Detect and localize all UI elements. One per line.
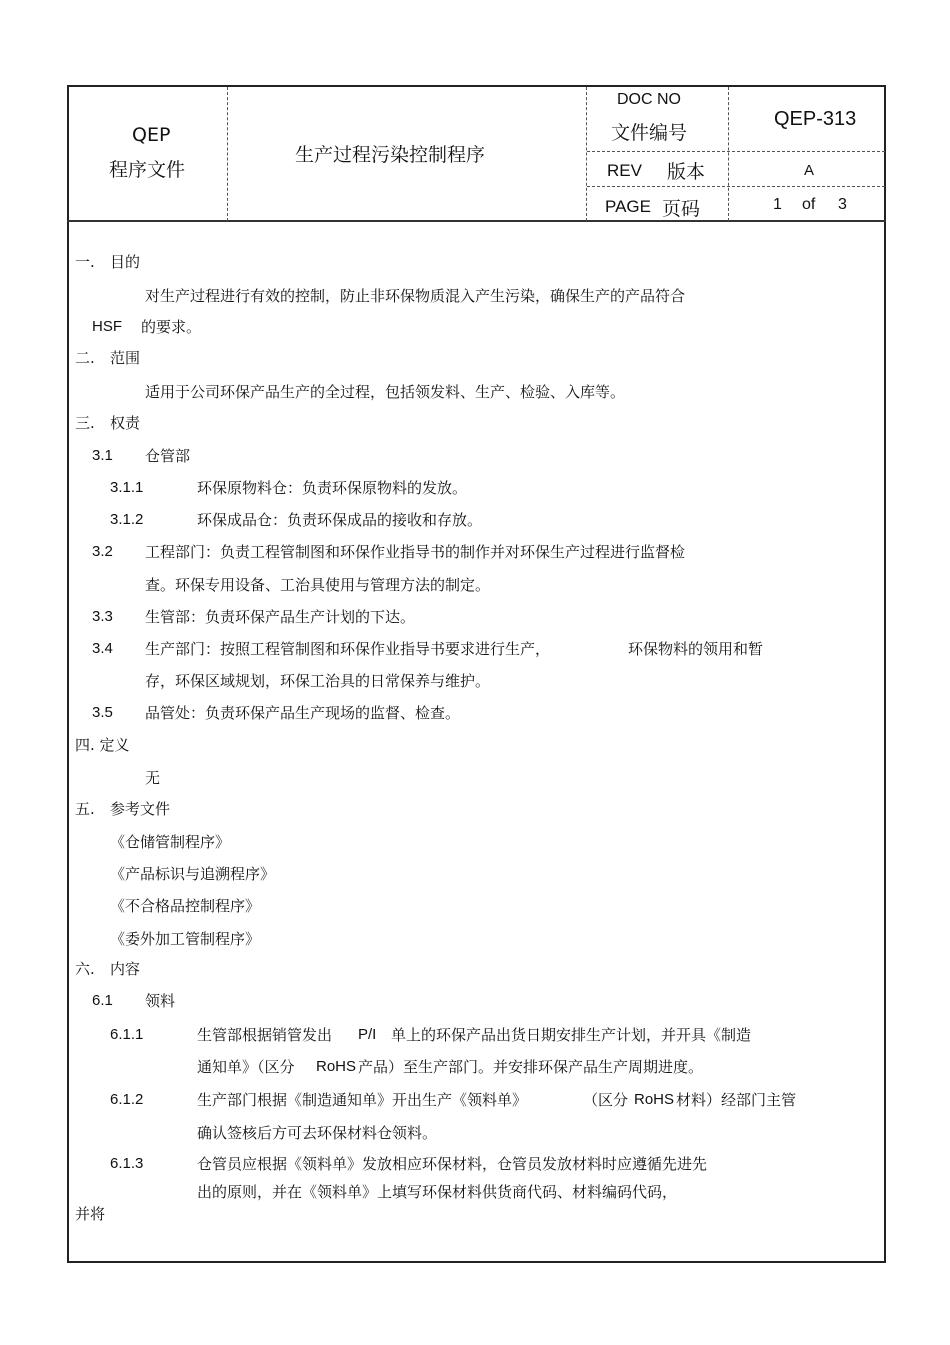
reference-item-4: 《委外加工管制程序》 [110,930,261,948]
item-3-3-text: 生管部：负责环保产品生产计划的下达。 [145,608,416,626]
section-6-title: 内容 [110,960,141,978]
item-3-1-2-number: 3.1.2 [110,511,144,528]
item-6-1-2-text-1b: （区分 [583,1091,629,1109]
header-row-line-1 [587,151,885,152]
item-3-4-text-line-1b: 环保物料的领用和暂 [628,640,764,658]
item-6-1-3-text-1: 仓管员应根据《领料单》发放相应环保材料，仓管员发放材料时应遵循先进先 [197,1155,708,1173]
rohs-term-1: RoHS [316,1058,357,1075]
page-label-en: PAGE [605,197,651,216]
page-title: 生产过程污染控制程序 [295,144,486,166]
header-divider-3 [728,87,729,221]
item-6-1-2-number: 6.1.2 [110,1091,144,1108]
company-name: QEP [132,124,171,146]
section-6-number: 六. [75,960,95,978]
item-3-4-number: 3.4 [92,640,113,657]
item-6-1-2-text-1d: 材料）经部门主管 [676,1091,797,1109]
section-1-paragraph-line-1: 对生产过程进行有效的控制，防止非环保物质混入产生污染，确保生产的产品符合 [145,287,686,305]
doc-no-label-en: DOC NO [617,91,681,108]
item-3-4-text-line-1a: 生产部门：按照工程管制图和环保作业指导书要求进行生产， [145,640,551,658]
reference-item-1: 《仓储管制程序》 [110,833,231,851]
reference-item-3: 《不合格品控制程序》 [110,897,261,915]
item-3-1-1-number: 3.1.1 [110,479,144,496]
section-2-paragraph: 适用于公司环保产品生产的全过程，包括领发料、生产、检验、入库等。 [145,383,626,401]
page-label-cn: 页码 [662,198,701,220]
rev-label-cn: 版本 [667,161,706,183]
page-of: of [802,196,816,213]
header-row-line-2 [587,186,885,187]
rohs-term-2: RoHS [634,1091,675,1108]
item-6-1-2-text-2: 确认签核后方可去环保材料仓领料。 [197,1124,438,1142]
section-1-title: 目的 [110,253,141,271]
section-4-title: 四. 定义 [75,736,130,754]
item-6-1-3-number: 6.1.3 [110,1155,144,1172]
item-6-1-text: 领料 [145,992,176,1010]
doc-type: 程序文件 [109,159,186,181]
header-bottom-rule [67,220,886,222]
item-6-1-3-text-2: 出的原则，并在《领料单》上填写环保材料供货商代码、材料编码代码， [197,1183,678,1201]
pi-term: P/I [358,1026,377,1043]
section-1-paragraph-line-2: 的要求。 [141,318,202,336]
section-4-paragraph: 无 [145,769,161,787]
page-current: 1 [773,196,782,213]
section-5-title: 参考文件 [110,800,171,818]
doc-no-label-cn: 文件编号 [611,122,688,144]
section-1-number: 一. [75,253,95,271]
page-total: 3 [838,196,847,213]
item-3-3-number: 3.3 [92,608,113,625]
reference-item-2: 《产品标识与追溯程序》 [110,865,276,883]
section-3-number: 三. [75,414,95,432]
header-divider-2 [586,87,587,221]
item-3-5-text: 品管处：负责环保产品生产现场的监督、检查。 [145,704,461,722]
item-6-1-1-number: 6.1.1 [110,1026,144,1043]
item-3-2-text-line-2: 查。环保专用设备、工治具使用与管理方法的制定。 [145,576,491,594]
section-2-title: 范围 [110,349,141,367]
item-6-1-number: 6.1 [92,992,113,1009]
item-6-1-2-text-1a: 生产部门根据《制造通知单》开出生产《领料单》 [197,1091,528,1109]
item-6-1-1-text-2a: 通知单》（区分 [197,1058,295,1076]
item-6-1-3-text-3: 并将 [75,1205,106,1223]
section-3-title: 权责 [110,414,141,432]
item-3-5-number: 3.5 [92,704,113,721]
header-divider-1 [227,87,228,221]
item-6-1-1-text-1c: 单上的环保产品出货日期安排生产计划，并开具《制造 [391,1026,752,1044]
rev-value: A [804,162,815,179]
item-3-1-text: 仓管部 [145,447,191,465]
section-5-number: 五. [75,800,95,818]
rev-label-en: REV [607,161,642,180]
item-6-1-1-text-2c: 产品）至生产部门。并安排环保产品生产周期进度。 [358,1058,704,1076]
item-3-1-number: 3.1 [92,447,113,464]
item-3-4-text-line-2: 存，环保区域规划，环保工治具的日常保养与维护。 [145,672,491,690]
doc-no-value: QEP-313 [774,108,857,130]
item-3-2-number: 3.2 [92,543,113,560]
item-6-1-1-text-1a: 生管部根据销管发出 [197,1026,333,1044]
item-3-2-text-line-1: 工程部门：负责工程管制图和环保作业指导书的制作并对环保生产过程进行监督检 [145,543,686,561]
section-2-number: 二. [75,349,95,367]
item-3-1-2-text: 环保成品仓：负责环保成品的接收和存放。 [197,511,483,529]
item-3-1-1-text: 环保原物料仓：负责环保原物料的发放。 [197,479,468,497]
hsf-term: HSF [92,318,122,335]
